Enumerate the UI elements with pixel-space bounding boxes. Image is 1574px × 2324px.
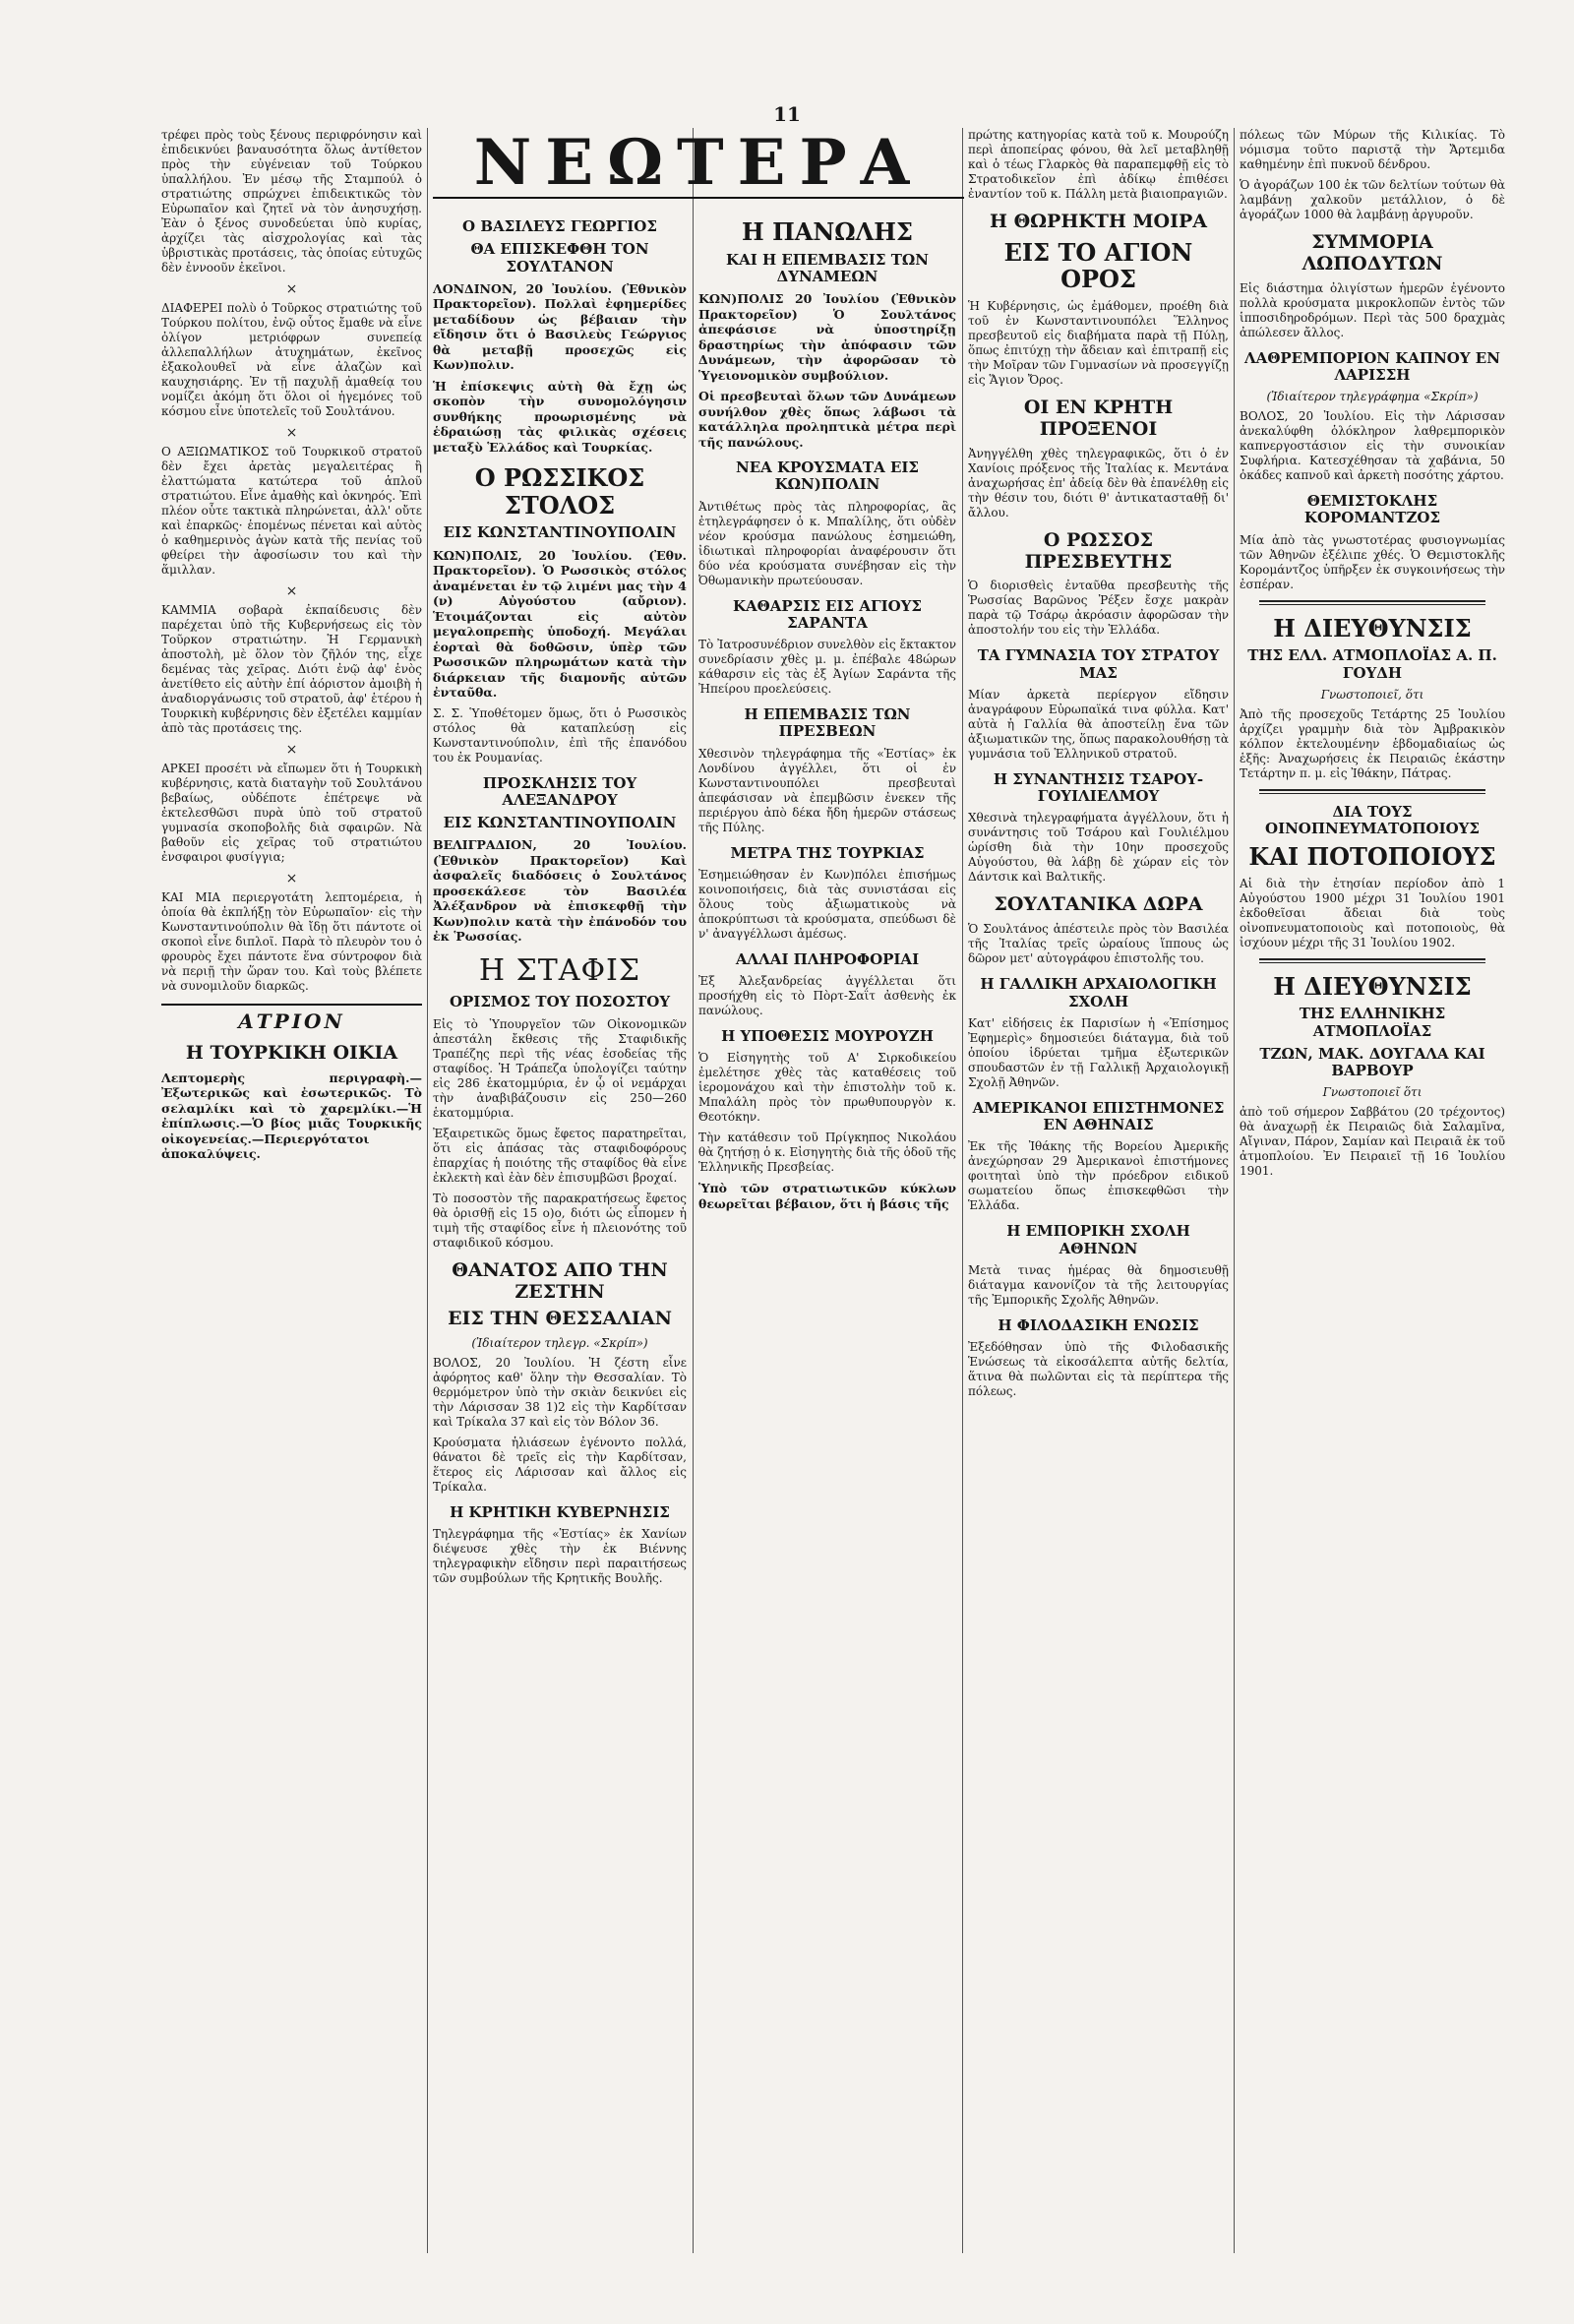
headline: ΝΕΑ ΚΡΟΥΣΜΑΤΑ ΕΙΣ ΚΩΝ)ΠΟΛΙΝ (735, 459, 920, 494)
article-text: ΚΑΜΜΙΑ σοβαρὰ ἐκπαίδευσις δὲν παρέχεται ὑπὸ τῆς Κυβερνήσεως εἰς τὸν Τοῦρκον στρατιώτην. Ἡ Γερμανικὴ ἀποστολὴ, μὲ ὅλον τὸν ζῆλόν της, εἶχε δεμένας τὰς χεῖρας. Διότι ἐνῷ ἀφ' ἑνὸς ἀνετίθετο εἰς αὐτὴν ἐπί ἀόριστον ἀμοιβὴ ἡ ἀναδιοργάνωσις τοῦ στρατοῦ, ἀφ' ἑτέρου ἡ Τουρκικὴ κυβέρνησις δὲν ἐξετέλει καμμίαν ἀπὸ τὰς προτάσεις της. (161, 603, 422, 735)
article-text: ΒΟΛΟΣ, 20 Ἰουλίου. Ἡ ζέστη εἶνε ἀφόρητος καθ' ὅλην τὴν Θεσσαλίαν. Τὸ θερμόμετρον ὑπὸ τὴν σκιὰν δεικνύει εἰς τὴν Λάρισσαν 38 1)2 εἰς τὴν Καρδίτσαν καὶ Τρίκαλα 37 καὶ εἰς τὸν Βόλον 36. (433, 1356, 687, 1430)
headline: ΚΑΙ ΠΟΤΟΠΟΙΟΥΣ (1248, 842, 1496, 872)
headline: ΑΜΕΡΙΚΑΝΟΙ ΕΠΙΣΤΗΜΟΝΕΣ ΕΝ ΑΘΗΝΑΙΣ (972, 1098, 1225, 1133)
article-text: ΔΙΑΦΕΡΕΙ πολὺ ὁ Τοῦρκος στρατιώτης τοῦ Τούρκου πολίτου, ἐνῷ οὗτος ἔμαθε νὰ εἶνε ὀλίγον μετριόφρων συνεπείᾳ ἀλλεπαλλήλων ἀτυχημάτων, ἐκεῖνος ἐξακολουθεῖ νὰ εἶνε ἀλαζὼν καὶ καυχησιάρης. Ἐν τῇ παχυλῇ ἀμαθείᾳ του νομίζει ἀκόμη ὅτι ὅλοι οἱ ἡγεμόνες τοῦ κόσμου εἶνε ὑποτελεῖς τοῦ Σουλτάνου. (161, 301, 422, 418)
headline: Η ΕΜΠΟΡΙΚΗ ΣΧΟΛΗ ΑΘΗΝΩΝ (1006, 1222, 1190, 1257)
article-lead: ΚΩΝ)ΠΟΛΙΣ, 20 Ἰουλίου. (Ἐθν. Πρακτορεῖον). Ὁ Ρωσσικὸς στόλος ἀναμένεται ἐν τῷ λιμένι μας τὴν 4 (ν) Αὐγούστου (αὔριον). Ἑτοιμάζονται εἰς αὐτὸν μεγαλοπρεπὴς ὑποδοχή. Μεγάλαι ἑορταὶ θὰ δοθῶσιν, ὑπὲρ τῶν Ρωσσικῶν πληρωμάτων κατὰ τὴν διάρκειαν τῆς διαμονῆς αὐτῶν ἐνταῦθα. (433, 547, 687, 701)
article-text: Μία ἀπὸ τὰς γνωστοτέρας φυσιογνωμίας τῶν Ἀθηνῶν ἐξέλιπε χθές. Ὁ Θεμιστοκλῆς Κορομάντζος ὑπῆρξεν ἐκ συγκοινήσεως τὴν ἐσπέραν. (1240, 532, 1505, 591)
page-number: 11 (773, 102, 801, 126)
article-text: Αἱ διὰ τὴν ἐτησίαν περίοδον ἀπὸ 1 Αὐγούστου 1900 μέχρι 31 Ἰουλίου 1901 ἐκδοθεῖσαι ἄδειαι διὰ τοὺς οἰνοπνευματοποιοὺς καὶ ποτοποιοὺς, θὰ ἰσχύουν μέχρι τῆς 31 Ἰουλίου 1902. (1240, 876, 1505, 949)
article-text: Χθεσινὰ τηλεγραφήματα ἀγγέλλουν, ὅτι ἡ συνάντησις τοῦ Τσάρου καὶ Γουλιέλμου ὡρίσθη διὰ τὴν 10ην προσεχοῦς Αὐγούστου, θὰ λάβῃ δὲ χώραν εἰς τὸν Δάντσικ καὶ Βαλτικῆς. (968, 811, 1229, 885)
headline: ΚΑΘΑΡΣΙΣ ΕΙΣ ΑΓΙΟΥΣ ΣΑΡΑΝΤΑ (732, 596, 923, 632)
article-text: πόλεως τῶν Μύρων τῆς Κιλικίας. Τὸ νόμισμα τοῦτο παριστᾷ τὴν Ἄρτεμιδα καθημένην ἐπὶ πυκνοῦ δένδρου. (1240, 128, 1505, 171)
headline: ΕΙΣ ΤΟ ΑΓΙΟΝ ΟΡΟΣ (1003, 237, 1193, 294)
subheading: (Ἰδιαίτερον τηλεγρ. «Σκρίπ») (471, 1336, 648, 1351)
article-text: Ἀπὸ τῆς προσεχοῦς Τετάρτης 25 Ἰουλίου ἀρχίζει γραμμὴν διὰ τὸν Ἀμβρακικὸν κόλπον ἐκτελουμένην ἑβδομαδιαίως ὡς ἑξῆς: Ἀναχωρήσεις ἐκ Πειραιῶς ἑκάστην Τετάρτην π. μ. εἰς Ἰθάκην, Πάτρας. (1240, 706, 1505, 780)
headline: ΣΥΜΜΟΡΙΑ ΛΩΠΟΔΥΤΩΝ (1302, 231, 1443, 275)
headline: ΕΙΣ ΚΩΝΣΤΑΝΤΙΝΟΥΠΟΛΙΝ (443, 523, 677, 542)
article-lead: ΚΩΝ)ΠΟΛΙΣ 20 Ἰουλίου (Ἐθνικὸν Πρακτορεῖον) Ὁ Σουλτάνος ἀπεφάσισε νὰ ὑποστηρίξῃ δραστηρίως τὴν ἀπόφασιν τῶν Δυνάμεων, τὴν ἀφορῶσαν τὸ Ὑγειονομικὸν συμβούλιον. (698, 291, 956, 383)
headline: ΟΙ ΕΝ ΚΡΗΤΗ ΠΡΟΞΕΝΟΙ (1023, 397, 1174, 440)
headline: ΤΗΣ ΕΛΛ. ΑΤΜΟΠΛΟΪΑΣ Α. Π. ΓΟΥΔΗ (1247, 646, 1497, 682)
article-text: Ὁ Εἰσηγητὴς τοῦ Α' Σιρκοδικείου ἐμελέτησε χθὲς τὰς καταθέσεις τοῦ ἱερομονάχου καὶ τὴν ἐπιστολὴν τοῦ κ. Μπαλάλη πρὸς τὸν πρωθυπουργὸν κ. Θεοτόκην. (698, 1051, 956, 1125)
headline: ΣΟΥΛΤΑΝΙΚΑ ΔΩΡΑ (994, 893, 1203, 916)
column-4 (968, 128, 1229, 2243)
headline: ΘΑ ΕΠΙΣΚΕΦΘΗ ΤΟΝ ΣΟΥΛΤΑΝΟΝ (470, 240, 649, 275)
subheading: Γνωστοποιεῖ, ὅτι (1320, 687, 1424, 702)
separator-cross: × (285, 583, 298, 599)
separator-cross: × (285, 871, 298, 887)
headline: ΟΡΙΣΜΟΣ ΤΟΥ ΠΟΣΟΣΤΟΥ (449, 993, 671, 1011)
column-rule (1234, 128, 1235, 2253)
divider (1259, 789, 1485, 794)
column-rule (427, 128, 428, 2253)
article-text: τρέφει πρὸς τοὺς ξένους περιφρόνησιν καὶ ἐπιδεικνύει βαναυσότητα ὅλως ἀντίθετον πρὸς τὴν εὐγένειαν τοῦ Τούρκου ὑπαλλήλου. Ἐν μέσῳ τῆς Σταμπούλ ὁ στρατιώτης σπρώχνει ἐπιδεικτικῶς τὸν Εὐρωπαῖον καὶ ζητεῖ νὰ τὸν ἀνησυχήσῃ. Ἐὰν ὁ ξένος συνοδεύεται ὑπὸ κυρίας, ἀρχίζει τὰς αἰσχρολογίας καὶ τὰς ὑβριστικὰς προτάσεις, τὰς ὁποίας εὐτυχῶς δὲν ἐννοοῦν ἐκεῖνοι. (161, 128, 422, 275)
article-text: Ὁ ἀγοράζων 100 ἐκ τῶν δελτίων τούτων θὰ λαμβάνῃ χαλκοῦν μετάλλιον, ὁ δὲ ἀγοράζων 1000 θὰ λαμβάνῃ ἀργυροῦν. (1240, 178, 1505, 221)
article-text: Ἐσημειώθησαν ἐν Κων)πόλει ἐπισήμως κοινοποιήσεις, διὰ τὰς συνιστάσαι εἰς ὅλους τοὺς ἀξιωματικοὺς νὰ ἀποκρύπτωσι τὰ κρούσματα, σπεύδωσι δὲ ν' ἀναγγέλλωσι ἀμέσως. (698, 867, 956, 941)
headline: ΔΙΑ ΤΟΥΣ ΟΙΝΟΠΝΕΥΜΑΤΟΠΟΙΟΥΣ (1265, 802, 1480, 838)
headline: Η ΣΤΑΦΙΣ (478, 952, 641, 988)
article-text: Ὁ Σουλτάνος ἀπέστειλε πρὸς τὸν Βασιλέα τῆς Ἰταλίας τρεῖς ὡραίους ἵππους ὡς δῶρον μετ' αὐτογράφου ἐπιστολῆς του. (968, 922, 1229, 966)
headline: ΤΗΣ ΕΛΛΗΝΙΚΗΣ ΑΤΜΟΠΛΟΪΑΣ (1299, 1005, 1446, 1040)
column-3 (698, 209, 956, 2324)
masthead-neotera: ΝΕΩΤΕΡΑ (433, 126, 964, 199)
article-text: Τὸ Ἰατροσυνέδριον συνελθὸν εἰς ἔκτακτον συνεδρίασιν χθὲς μ. μ. ἐπέβαλε 48ώρων κάθαρσιν εἰς τὰς ἐξ Ἀγίων Σαράντα τῆς Ἠπείρου προελεύσεις. (698, 638, 956, 697)
article-text: ΒΟΛΟΣ, 20 Ἰουλίου. Εἰς τὴν Λάρισσαν ἀνεκαλύφθη ὁλόκληρον λαθρεμπορικὸν καπνεργοστάσιον εἰς τὴν συνοικίαν Συφλήρια. Κατεσχέθησαν τὰ χαβάνια, 50 ὀκάδες καπνοῦ καὶ ἀρκετὴ ποσότης χάρτου. (1240, 409, 1505, 483)
column-2 (433, 209, 687, 2324)
column-rule (693, 128, 694, 2253)
headline: Η ΤΟΥΡΚΙΚΗ ΟΙΚΙΑ (185, 1042, 398, 1064)
article-text: Μίαν ἀρκετὰ περίεργον εἴδησιν ἀναγράφουν Εὐρωπαϊκά τινα φύλλα. Κατ' αὐτὰ ἡ Γαλλία θὰ ἀποστείλῃ ἕνα τῶν ἀξιωματικῶν της, ὅπως παρακολουθήσῃ τὰ γυμνάσια τοῦ Ἑλληνικοῦ στρατοῦ. (968, 687, 1229, 761)
headline: ΠΡΟΣΚΛΗΣΙΣ ΤΟΥ ΑΛΕΞΑΝΔΡΟΥ (482, 773, 637, 809)
section-label-atrion: ΑΤΡΙΟΝ (161, 1004, 422, 1033)
headline: Η ΓΑΛΛΙΚΗ ΑΡΧΑΙΟΛΟΓΙΚΗ ΣΧΟΛΗ (980, 975, 1217, 1010)
article-text: Ἐκ τῆς Ἰθάκης τῆς Βορείου Ἀμερικῆς ἀνεχώρησαν 29 Ἀμερικανοὶ ἐπιστήμονες φοιτηταὶ ὑπὸ τὴν πρόεδρον ειδικοῦ σωματείου ὅπως ἐπισκεφθῶσι τὴν Ἑλλάδα. (968, 1139, 1229, 1213)
headline: ΛΑΘΡΕΜΠΟΡΙΟΝ ΚΑΠΝΟΥ ΕΝ ΛΑΡΙΣΣΗ (1244, 348, 1500, 384)
column-5 (1240, 128, 1505, 2243)
article-text: Ἡ Κυβέρνησις, ὡς ἐμάθομεν, προέθη διὰ τοῦ ἐν Κωνσταντινουπόλει Ἕλληνος πρεσβευτοῦ εἰς διαβήματα παρὰ τῇ Πύλῃ, ὅπως ἐπιτύχῃ τὴν ἄδειαν καὶ ἐπιτραπῇ εἰς τὴν Μοῖραν τῶν Γυμνασίων νὰ προσεγγίζῃ εἰς Ἅγιον Ὄρος. (968, 299, 1229, 388)
article-text: Ἐξ Ἀλεξανδρείας ἀγγέλλεται ὅτι προσήχθη εἰς τὸ Πὸρτ-Σαΐτ ἀσθενὴς ἐκ πανώλους. (698, 974, 956, 1018)
article-text: Σ. Σ. Ὑποθέτομεν ὅμως, ὅτι ὁ Ρωσσικὸς στόλος θὰ καταπλεύσῃ εἰς Κωνσταντινούπολιν, ἐπὶ τῆς ἐπανόδου του ἐκ Ρουμανίας. (433, 705, 687, 764)
headline: Η ΔΙΕΥΘΥΝΣΙΣ (1273, 971, 1472, 1001)
subheading: (Ἰδιαίτερον τηλεγράφημα «Σκρίπ») (1266, 390, 1479, 404)
article-text: Ἐξεδόθησαν ὑπὸ τῆς Φιλοδασικῆς Ἑνώσεως τὰ εἰκοσάλεπτα αὐτῆς δελτία, ἅτινα θὰ πωλῶνται εἰς τὰ περίπτερα τῆς πόλεως. (968, 1340, 1229, 1398)
article-text: ΑΡΚΕΙ προσέτι νὰ εἴπωμεν ὅτι ἡ Τουρκικὴ κυβέρνησις, κατὰ διαταγὴν τοῦ Σουλτάνου βεβαίως, οὐδέποτε ἐπέτρεψε νὰ ἐκτελεσθῶσι πυρὰ ὑπὸ τοῦ στρατοῦ γυμνασία σκοποβολῆς διὰ σφαιρῶν. Νὰ βαθοῦν εἰς χεῖρας τοῦ στρατιώτου ἐνσφαιροι φυσίγγια; (161, 762, 422, 864)
headline: Η ΚΡΗΤΙΚΗ ΚΥΒΕΡΝΗΣΙΣ (450, 1503, 670, 1522)
headline: Η ΥΠΟΘΕΣΙΣ ΜΟΥΡΟΥΖΗ (721, 1027, 934, 1046)
article-text: Ἀνηγγέλθη χθὲς τηλεγραφικῶς, ὅτι ὁ ἐν Χανίοις πρόξενος τῆς Ἰταλίας κ. Μεντάνα ἀναχωρήσας ἐπ' ἀδείᾳ δὲν θὰ ἐπανέλθῃ εἰς τὴν θέσιν του, διότι θ' ἀντικατασταθῇ δι' ἄλλου. (968, 446, 1229, 520)
headline: Ο ΡΩΣΣΟΣ ΠΡΕΣΒΕΥΤΗΣ (1024, 528, 1173, 573)
article-lead: Οἱ πρεσβευταὶ ὅλων τῶν Δυνάμεων συνήλθον χθὲς ὅπως λάβωσι τὰ κατάλληλα προληπτικὰ μέτρα περὶ τῆς πανώλους. (698, 389, 956, 450)
headline: ΤΑ ΓΥΜΝΑΣΙΑ ΤΟΥ ΣΤΡΑΤΟΥ ΜΑΣ (977, 646, 1220, 682)
headline: ΕΙΣ ΚΩΝΣΤΑΝΤΙΝΟΥΠΟΛΙΝ (443, 814, 677, 832)
article-text: πρώτης κατηγορίας κατὰ τοῦ κ. Μουρούζη περὶ ἀποπείρας φόνου, θὰ λεῖ μεταβληθῇ καὶ ὁ τέως Γλαρκὸς θὰ παραπεμφθῇ εἰς τὸ Στρατοδικεῖον ἐπὶ ἀδίκῳ ἐπιθέσει ἐναντίον τοῦ κ. Πάλλη μετὰ βιαιοπραγιῶν. (968, 128, 1229, 201)
article-text: ΚΑΙ ΜΙΑ περιεργοτάτη λεπτομέρεια, ἡ ὁποία θὰ ἐκπλήξῃ τὸν Εὐρωπαῖον· εἰς τὴν Κωνσταντινούπολιν θὰ ἴδῃ ὅτι πάντοτε οἱ σκοποὶ εἶνε διπλοῖ. Παρὰ τὸ πλευρὸν του ὁ φρουρὸς ἔχει πάντοτε ἕνα σύντροφον διὰ νὰ περιῇ τὴν ὥραν του. Καὶ τοὺς βλέπετε νὰ συνομιλοῦν διαρκῶς. (161, 890, 422, 993)
headline: Η ΘΩΡΗΚΤΗ ΜΟΙΡΑ (990, 211, 1207, 232)
article-text: Τὴν κατάθεσιν τοῦ Πρίγκηπος Νικολάου θὰ ζητήσῃ ὁ κ. Εἰσηγητὴς διὰ τῆς ὁδοῦ τῆς Ἑλληνικῆς Πρεσβείας. (698, 1131, 956, 1175)
headline: Ο ΡΩΣΣΙΚΟΣ ΣΤΟΛΟΣ (474, 463, 645, 520)
headline: ΜΕΤΡΑ ΤΗΣ ΤΟΥΡΚΙΑΣ (730, 843, 925, 862)
separator-cross: × (285, 742, 298, 758)
subheading: Γνωστοποιεῖ ὅτι (1322, 1085, 1423, 1100)
article-text: Τηλεγράφημα τῆς «Ἑστίας» ἐκ Χανίων διέψευσε χθὲς τὴν ἐκ Βιέννης τηλεγραφικὴν εἴδησιν περὶ παραιτήσεως τῶν συμβούλων τῆς Κρητικῆς Βουλῆς. (433, 1527, 687, 1586)
column-rule (962, 128, 963, 2253)
headline: Η ΔΙΕΥΘΥΝΣΙΣ (1273, 613, 1472, 642)
article-text: Μετὰ τινας ἡμέρας θὰ δημοσιευθῇ διάταγμα κανονίζον τὰ τῆς λειτουργίας τῆς Ἐμπορικῆς Σχολῆς Ἀθηνῶν. (968, 1262, 1229, 1307)
article-text: Εἰς διάστημα ὀλιγίστων ἡμερῶν ἐγένοντο πολλὰ κρούσματα μικροκλοπῶν ἐντὸς τῶν ἱπποσιδηροδρόμων. Περὶ τὰς 500 δραχμὰς ἀπώλεσεν ἄλλος. (1240, 280, 1505, 339)
article-text: Εἰς τὸ Ὑπουργεῖον τῶν Οἰκονομικῶν ἀπεστάλη ἔκθεσις τῆς Σταφιδικῆς Τραπέζης περὶ τῆς νέας ἐσοδείας τῆς σταφίδος. Ἡ Τράπεζα ὑπολογίζει ταύτην εἰς 286 ἑκατομμύρια, ἐν ᾧ οἱ νεμάρχαι τὴν ἀναβιβάζουσιν εἰς 250—260 ἑκατομμύρια. (433, 1016, 687, 1120)
separator-cross: × (285, 425, 298, 441)
headline: Η ΠΑΝΩΛΗΣ (742, 217, 913, 246)
article-text: Ὁ διορισθεὶς ἐνταῦθα πρεσβευτὴς τῆς Ῥωσσίας Βαρῶνος Ῥέξεν ἔσχε μακρὰν παρὰ τῷ Τσάρῳ ἀκρόασιν ἀφορῶσαν τὴν ἀποστολήν του εἰς τὴν Ἑλλάδα. (968, 579, 1229, 638)
headline: Η ΕΠΕΜΒΑΣΙΣ ΤΩΝ ΠΡΕΣΒΕΩΝ (744, 705, 911, 741)
column-1 (161, 128, 422, 2322)
article-text: Κατ' εἰδήσεις ἐκ Παρισίων ἡ «Ἐπίσημος Ἐφημερὶς» δημοσιεύει διάταγμα, διὰ τοῦ ὁποίου ἱδρύεται τμῆμα ἐξωτερικῶν σπουδαστῶν ἐν τῇ Γαλλικῇ Ἀρχαιολογικῇ Σχολῇ Ἀθηνῶν. (968, 1015, 1229, 1089)
article-text: Τὸ ποσοστὸν τῆς παρακρατήσεως ἔφετος θὰ ὁρισθῇ εἰς 15 ο)ο, διότι ὡς εἶπομεν ἡ τιμὴ τῆς σταφίδος εἶνε ἡ πλειονότης τοῦ σταφιδικοῦ κόσμου. (433, 1191, 687, 1250)
headline: ΕΙΣ ΤΗΝ ΘΕΣΣΑΛΙΑΝ (448, 1308, 672, 1330)
article-text: Κρούσματα ἡλιάσεων ἐγένοντο πολλά, θάνατοι δὲ τρεῖς εἰς τὴν Καρδίτσαν, ἕτερος εἰς Λάρισσαν καὶ ἄλλος εἰς Τρίκαλα. (433, 1436, 687, 1495)
article-lead: Ὑπὸ τῶν στρατιωτικῶν κύκλων θεωρεῖται βέβαιον, ὅτι ἡ βάσις τῆς (698, 1181, 956, 1211)
headline: Η ΦΙΛΟΔΑΣΙΚΗ ΕΝΩΣΙΣ (998, 1315, 1199, 1334)
headline: ΚΑΙ Η ΕΠΕΜΒΑΣΙΣ ΤΩΝ ΔΥΝΑΜΕΩΝ (726, 250, 929, 285)
article-text: Ἀντιθέτως πρὸς τὰς πληροφορίας, ἃς ἐτηλεγράφησεν ὁ κ. Μπαλίλης, ὅτι οὐδὲν νέον κρούσμα πανώλους ἐσημειώθη, ἰδιωτικαὶ πληροφορίαι ἀναφέρουσιν ὅτι δύο νέα κρούσματα συνέβησαν εἰς τὴν Ὀθωμανικὴν πρωτεύουσαν. (698, 499, 956, 587)
headline: ΘΑΝΑΤΟΣ ΑΠΟ ΤΗΝ ΖΕΣΤΗΝ (452, 1258, 668, 1303)
article-lead: Λεπτομερὴς περιγραφὴ.—Ἐξωτερικῶς καὶ ἐσωτερικῶς. Τὸ σελαμλίκι καὶ τὸ χαρεμλίκι.—Ἡ ἐπίπλωσις.—Ὁ βίος μιᾶς Τουρκικῆς οἰκογενείας.—Περιεργότατοι ἀποκαλύψεις. (161, 1070, 422, 1162)
headline: Ο ΒΑΣΙΛΕΥΣ ΓΕΩΡΓΙΟΣ (462, 217, 657, 235)
article-lead: Ἡ ἐπίσκεψις αὐτὴ θὰ ἔχῃ ὡς σκοπὸν τὴν συνομολόγησιν συνθήκης προωρισμένης νὰ ἑδραιώσῃ τὰς φιλικὰς σχέσεις μεταξὺ Ἑλλάδος καὶ Τουρκίας. (433, 378, 687, 455)
headline: ΑΛΛΑΙ ΠΛΗΡΟΦΟΡΙΑΙ (735, 949, 920, 968)
article-lead: ΛΟΝΔΙΝΟΝ, 20 Ἰουλίου. (Ἐθνικὸν Πρακτορεῖον). Πολλαὶ ἐφημερίδες μεταδίδουν ὡς βέβαιαν τὴν εἴδησιν ὅτι ὁ Βασιλεὺς Γεώργιος θὰ μεταβῇ προσεχῶς εἰς Κων)πολιν. (433, 280, 687, 373)
headline: ΘΕΜΙΣΤΟΚΛΗΣ ΚΟΡΟΜΑΝΤΖΟΣ (1303, 492, 1441, 527)
separator-cross: × (285, 281, 298, 297)
headline: ΤΖΩΝ, ΜΑΚ. ΔΟΥΓΑΛΑ ΚΑΙ ΒΑΡΒΟΥΡ (1259, 1044, 1485, 1080)
divider (1259, 958, 1485, 963)
article-lead: ΒΕΛΙΓΡΑΔΙΟΝ, 20 Ἰουλίου. (Ἐθνικὸν Πρακτορεῖον) Καὶ ἀσφαλεῖς διαδόσεις ὁ Σουλτάνος προσεκάλεσε τὸν Βασιλέα Ἀλέξανδρον νὰ ἐπισκεφθῇ τὴν Κων)πολιν κατὰ τὴν ἐπάνοδόν του ἐκ Ῥωσσίας. (433, 837, 687, 945)
article-text: Ο ΑΞΙΩΜΑΤΙΚΟΣ τοῦ Τουρκικοῦ στρατοῦ δὲν ἔχει ἀρετὰς μεγαλειτέρας ἢ ἐλαττώματα κατώτερα τοῦ ἁπλοῦ στρατιώτου. Εἶνε ἀμαθὴς καὶ ὀκνηρός. Ἐπὶ πλέον οὗτε τακτικὰ πληρώνεται, ἀλλ' οὔτε καὶ ἐπαρκῶς· ἑπομένως πένεται καὶ αὐτὸς ὁ καθημερινὸς ἀγὼν κατὰ τῆς πενίας τοῦ φθείρει τὴν ἀφοσίωσιν του καὶ τὴν ἅμιλλαν. (161, 445, 422, 577)
headline: Η ΣΥΝΑΝΤΗΣΙΣ ΤΣΑΡΟΥ-ΓΟΥΙΛΙΕΛΜΟΥ (993, 769, 1204, 806)
article-text: Ἐξαιρετικῶς ὅμως ἔφετος παρατηρεῖται, ὅτι εἰς ἁπάσας τὰς σταφιδοφόρους ἐπαρχίας ἡ ποιότης τῆς σταφίδος θὰ εἶνε ἐκλεκτὴ καὶ ἐὰν δὲν ἐπισυμβῶσι βροχαί. (433, 1126, 687, 1185)
article-text: ἀπὸ τοῦ σήμερον Σαββάτου (20 τρέχοντος) θὰ ἀναχωρῇ ἐκ Πειραιῶς διὰ Σαλαμῖνα, Αἴγιναν, Πάρον, Σαμίαν καὶ Πειραιᾶ ἐκ τοῦ ἀτμοπλοίου. Ἐν Πειραιεῖ τῇ 16 Ἰουλίου 1901. (1240, 1105, 1505, 1179)
article-text: Χθεσινὸν τηλεγράφημα τῆς «Ἑστίας» ἐκ Λονδίνου ἀγγέλλει, ὅτι οἱ ἐν Κωνσταντινουπόλει πρεσβευταὶ ἀπεφάσισαν νὰ ἐπεμβῶσιν ἐνεκεν τῆς περιέργου ἀπὸ δέκα ἤδη ἡμερῶν στάσεως τῆς Πύλης. (698, 746, 956, 834)
divider (1259, 600, 1485, 605)
